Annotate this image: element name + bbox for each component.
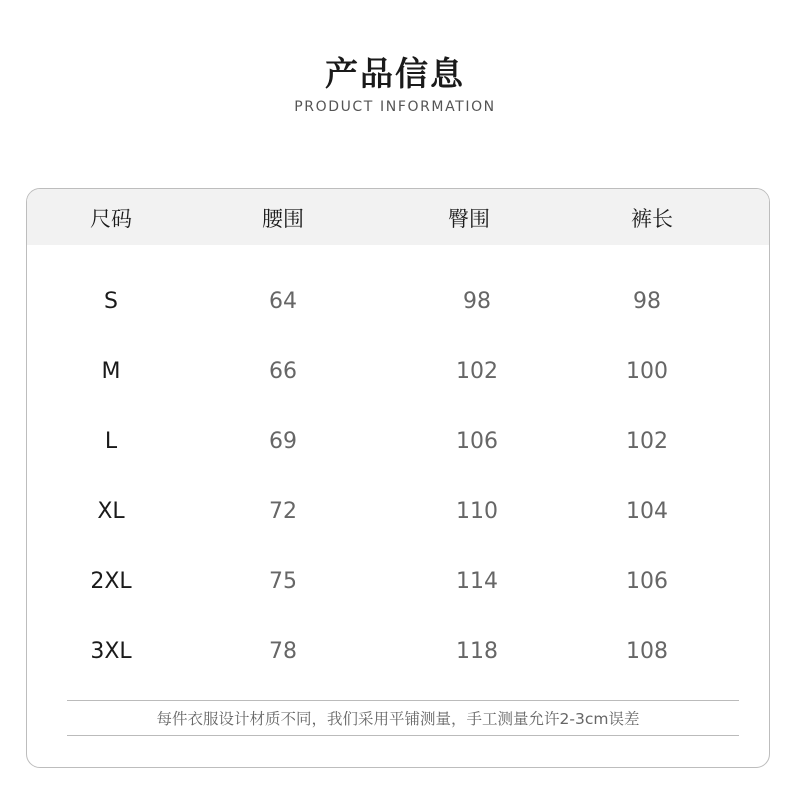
page-subtitle: PRODUCT INFORMATION <box>294 99 496 115</box>
row-waist: 69 <box>269 429 297 454</box>
table-row <box>27 421 769 461</box>
row-hip: 110 <box>456 499 498 524</box>
row-size: 2XL <box>90 569 132 594</box>
row-size: XL <box>97 499 125 524</box>
page-title: 产品信息 <box>325 54 465 93</box>
row-waist: 75 <box>269 569 297 594</box>
table-header-row <box>27 189 769 245</box>
row-hip: 98 <box>463 289 491 314</box>
row-length: 106 <box>626 569 668 594</box>
header-waist: 腰围 <box>262 207 304 231</box>
row-waist: 66 <box>269 359 297 384</box>
table-row <box>27 631 769 671</box>
row-length: 100 <box>626 359 668 384</box>
table-row <box>27 561 769 601</box>
row-length: 98 <box>633 289 661 314</box>
note-top-divider <box>67 700 739 701</box>
table-row <box>27 351 769 391</box>
row-size: M <box>101 359 121 384</box>
row-size: 3XL <box>90 639 132 664</box>
measurement-note: 每件衣服设计材质不同，我们采用平铺测量，手工测量允许2-3cm误差 <box>156 710 640 728</box>
row-hip: 114 <box>456 569 498 594</box>
row-hip: 118 <box>456 639 498 664</box>
header-hip: 臀围 <box>448 207 490 231</box>
row-waist: 78 <box>269 639 297 664</box>
row-hip: 106 <box>456 429 498 454</box>
row-waist: 64 <box>269 289 297 314</box>
row-size: L <box>104 429 118 454</box>
table-row <box>27 281 769 321</box>
row-waist: 72 <box>269 499 297 524</box>
row-size: S <box>104 289 118 314</box>
note-bottom-divider <box>67 735 739 736</box>
row-length: 104 <box>626 499 668 524</box>
header-length: 裤长 <box>631 207 673 231</box>
header-size: 尺码 <box>90 207 132 231</box>
row-length: 102 <box>626 429 668 454</box>
size-table-card <box>26 188 770 768</box>
row-hip: 102 <box>456 359 498 384</box>
row-length: 108 <box>626 639 668 664</box>
table-row <box>27 491 769 531</box>
